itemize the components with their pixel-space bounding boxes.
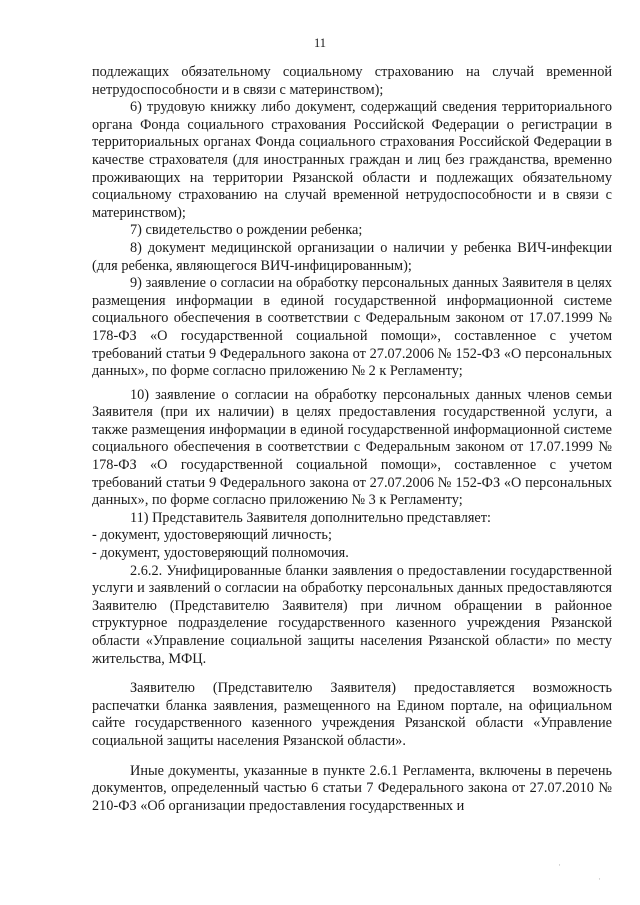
paragraph-other-documents: Иные документы, указанные в пункте 2.6.1 Регламента, включены в перечень документов, определенный частью 6 статьи 7 Федерального закона от 27.07.2010 № 210-ФЗ «Об организации предоставления государственных и <box>92 762 612 814</box>
list-item-7: 7) свидетельство о рождении ребенка; <box>130 222 363 239</box>
list-item-9: 9) заявление о согласии на обработку персональных данных Заявителя в целях размещения информации в единой государственной информационной системе социального обеспечения в соответствии с Федеральным законом от 17.07.1999 № 178-ФЗ «О государственной социальной помощи», составленное с учетом требований статьи 9 Федерального закона от 27.07.2006 № 152-ФЗ «О персональных данных», по форме согласно приложению № 2 к Регламенту; <box>92 275 612 380</box>
section-2-6-2: 2.6.2. Унифицированные бланки заявления о предоставлении государственной услуги и заявлений о согласии на обработку персональных данных предоставляются Заявителю (Представителю Заявителя) при личном обращении в районное структурное подразделение государственного казенного учреждения Рязанской области «Управление социальной защиты населения Рязанской области» по месту жительства, МФЦ. <box>92 562 612 667</box>
sub-item-authority-document: - документ, удостоверяющий полномочия. <box>92 545 349 562</box>
document-body <box>92 64 612 815</box>
page-number: 11 <box>313 36 327 50</box>
list-item-8: 8) документ медицинской организации о наличии у ребенка ВИЧ-инфекции (для ребенка, являющегося ВИЧ-инфицированным); <box>92 239 612 274</box>
sub-item-identity-document: - документ, удостоверяющий личность; <box>92 527 332 544</box>
scan-speck: · <box>598 874 601 884</box>
list-item-6: 6) трудовую книжку либо документ, содержащий сведения территориального органа Фонда социального страхования Российской Федерации о регистрации в территориальных органах Фонда социального страхования Российской Федерации в качестве страхователя (для иностранных граждан и лиц без гражданства, временно проживающих на территории Рязанской области и подлежащих обязательному социальному страхованию на случай временной нетрудоспособности и в связи с материнством); <box>92 99 612 221</box>
list-item-10: 10) заявление о согласии на обработку персональных данных членов семьи Заявителя (при их наличии) в целях предоставления государственной услуги, а также размещения информации в единой государственной информационной системе социального обеспечения в соответствии с Федеральным законом от 17.07.1999 № 178-ФЗ «О государственной социальной помощи», составленное с учетом требований статьи 9 Федерального закона от 27.07.2006 № 152-ФЗ «О персональных данных», по форме согласно приложению № 3 к Регламенту; <box>92 386 612 509</box>
paragraph-continuation: подлежащих обязательному социальному страхованию на случай временной нетрудоспособности и в связи с материнством); <box>92 64 612 98</box>
paragraph-form-printing: Заявителю (Представителю Заявителя) предоставляется возможность распечатки бланка заявления, размещенного на Едином портале, на официальном сайте государственного казенного учреждения Рязанской области «Управление социальной защиты населения Рязанской области». <box>92 680 612 749</box>
list-item-11: 11) Представитель Заявителя дополнительно представляет: <box>130 509 491 526</box>
scan-speck: · <box>558 860 561 870</box>
